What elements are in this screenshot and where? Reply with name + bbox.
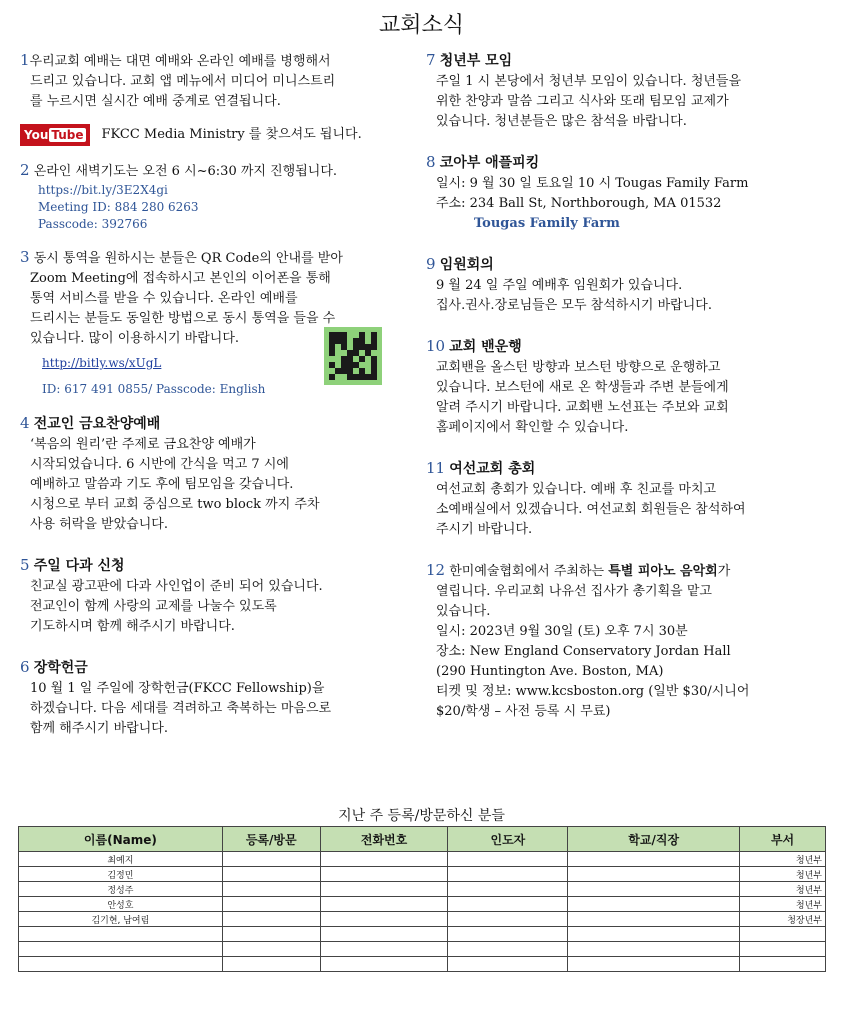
item-heading: 코아부 애플피킹 [439,155,540,171]
table-cell [448,897,568,912]
item-line: 교회밴을 올스턴 방향과 보스턴 방향으로 운행하고 [436,360,721,375]
news-item-4 [20,413,408,535]
table-cell [222,867,320,882]
table-cell [568,912,740,927]
news-item-8 [426,152,826,234]
table-row [19,867,826,882]
table-cell [448,852,568,867]
item-line: 장소: New England Conservatory Jordan Hall [436,644,731,659]
news-item-1 [20,50,408,146]
interpretation-link[interactable]: http://bitly.ws/xUgL [42,356,162,370]
item-number: 12 [426,561,446,579]
item-line: 위한 찬양과 말씀 그리고 식사와 또래 팀모임 교제가 [436,94,729,109]
table-cell: 정성주 [19,882,223,897]
table-cell [19,957,223,972]
table-cell: 김기현, 남여림 [19,912,223,927]
table-cell [222,927,320,942]
item-line: 를 누르시면 실시간 예배 중계로 연결됩니다. [30,94,281,109]
table-cell [19,927,223,942]
item-line: 예배하고 말씀과 기도 후에 팀모임을 갖습니다. [30,477,294,492]
item-line: 있습니다. 청년분들은 많은 참석을 바랍니다. [436,114,687,129]
youtube-row [20,124,408,146]
item-line: 9 월 24 일 주일 예배후 임원회가 있습니다. [436,278,683,293]
table-cell [568,942,740,957]
table-row [19,927,826,942]
news-item-5 [20,555,408,637]
table-row [19,882,826,897]
news-item-2 [20,160,408,233]
item-intro-end: 가 [717,564,731,579]
item-line: $20/학생 – 사전 등록 시 무료) [436,704,611,719]
item-line: 전교인이 함께 사랑의 교제를 나눌수 있도록 [30,599,277,614]
table-cell [320,867,448,882]
item-line: 10 월 1 일 주일에 장학헌금(FKCC Fellowship)을 [30,681,325,696]
table-cell [568,852,740,867]
news-item-7 [426,50,826,132]
table-cell [448,867,568,882]
left-column [20,50,408,753]
item-line: 있습니다. [436,604,491,619]
news-item-3 [20,247,408,399]
table-row [19,852,826,867]
item-line: 일시: 9 월 30 일 토요일 10 시 Tougas Family Farm [436,176,749,191]
item-line: 집사.권사.장로님들은 모두 참석하시기 바랍니다. [436,298,712,313]
table-cell [320,927,448,942]
item-number: 8 [426,153,436,171]
table-cell: 청년부 [740,882,826,897]
item-heading: 주일 다과 신청 [33,558,125,574]
qr-code[interactable] [324,327,382,385]
table-cell [448,957,568,972]
header-department: 부서 [740,827,826,852]
item-number: 10 [426,337,446,355]
concert-title: 특별 피아노 음악회 [608,564,718,579]
item-line: 있습니다. 많이 이용하시기 바랍니다. [30,331,240,346]
table-cell [740,927,826,942]
item-heading: 청년부 모임 [439,53,513,69]
item-line: (290 Huntington Ave. Boston, MA) [436,664,664,679]
item-line: 우리교회 예배는 대면 예배와 온라인 예배를 병행해서 [29,54,331,69]
item-line: 시작되었습니다. 6 시반에 간식을 먹고 7 시에 [30,457,289,472]
table-cell [568,867,740,882]
table-cell [448,912,568,927]
table-cell [320,897,448,912]
table-cell [320,942,448,957]
header-name: 이름(Name) [19,827,223,852]
item-line: 소예배실에서 있겠습니다. 여선교회 회원들은 참석하여 [436,502,746,517]
meeting-passcode: Passcode: 392766 [38,217,148,231]
item-line: Zoom Meeting에 접속하시고 본인의 이어폰을 통해 [30,271,331,286]
header-school-work: 학교/직장 [568,827,740,852]
news-item-11 [426,458,826,540]
table-cell [19,942,223,957]
item-line: 하겠습니다. 다음 세대를 격려하고 축복하는 마음으로 [30,701,332,716]
table-cell [320,957,448,972]
news-item-9 [426,254,826,316]
table-cell [222,897,320,912]
item-number: 6 [20,658,30,676]
item-line: 홈페이지에서 확인할 수 있습니다. [436,420,629,435]
item-line: 친교실 광고판에 다과 사인업이 준비 되어 있습니다. [30,579,323,594]
table-cell [320,912,448,927]
table-cell: 청장년부 [740,912,826,927]
visitor-table-caption: 지난 주 등록/방문하신 분들 [338,808,505,824]
table-cell [320,882,448,897]
item-heading: 장학헌금 [33,660,88,676]
table-cell: 김정민 [19,867,223,882]
table-row [19,942,826,957]
item-number: 3 [20,248,30,266]
table-cell [222,882,320,897]
table-cell: 청년부 [740,852,826,867]
table-cell: 청년부 [740,867,826,882]
item-line: 동시 통역을 원하시는 분들은 QR Code의 안내를 받아 [33,251,343,266]
table-cell [740,957,826,972]
youtube-text: FKCC Media Ministry 를 찾으셔도 됩니다. [101,127,362,142]
meeting-link[interactable]: https://bit.ly/3E2X4gi [38,183,168,197]
table-row [19,897,826,912]
item-line: 여선교회 총회가 있습니다. 예배 후 친교를 마치고 [436,482,717,497]
item-heading: 전교인 금요찬양예배 [33,416,161,432]
item-line: 기도하시며 함께 해주시기 바랍니다. [30,619,235,634]
item-intro: 한미예술협회에서 주최하는 [449,564,605,579]
item-line: 드리시는 분들도 동일한 방법으로 동시 통역을 들을 수 [30,311,336,326]
item-heading: 임원회의 [439,257,494,273]
header-status: 등록/방문 [222,827,320,852]
item-line: 티켓 및 정보: www.kcsboston.org (일반 $30/시니어 [436,684,750,699]
table-row [19,912,826,927]
table-cell: 청년부 [740,897,826,912]
table-cell: 안성호 [19,897,223,912]
right-column [426,50,826,736]
table-row [19,957,826,972]
table-cell [568,882,740,897]
table-cell [222,852,320,867]
meeting-id: Meeting ID: 884 280 6263 [38,200,199,214]
youtube-logo[interactable]: You Tube [20,124,90,146]
item-line: 알려 주시기 바랍니다. 교회밴 노선표는 주보와 교회 [436,400,729,415]
item-line: 드리고 있습니다. 교회 앱 메뉴에서 미디어 미니스트리 [30,74,336,89]
visitor-table [18,826,826,972]
table-cell [740,942,826,957]
item-line: ‘복음의 원리’란 주제로 금요찬양 예배가 [30,437,256,452]
table-cell [222,957,320,972]
item-number: 5 [20,556,30,574]
item-number: 7 [426,51,436,69]
item-line: 주소: 234 Ball St, Northborough, MA 01532 [436,196,722,211]
item-line: 시청으로 부터 교회 중심으로 two block 까지 주차 [30,497,320,512]
item-line: 온라인 새벽기도는 오전 6 시~6:30 까지 진행됩니다. [33,164,338,179]
header-phone: 전화번호 [320,827,448,852]
table-cell [222,942,320,957]
item-line: 열립니다. 우리교회 나유선 집사가 총기획을 맡고 [436,584,712,599]
table-header-row [19,827,826,852]
item-heading: 여선교회 총회 [449,461,536,477]
item-line: 일시: 2023년 9월 30일 (토) 오후 7시 30분 [436,624,688,639]
zoom-id-passcode: ID: 617 491 0855/ Passcode: English [42,382,266,396]
item-number: 11 [426,459,446,477]
item-number: 2 [20,161,30,179]
news-item-6 [20,657,408,739]
item-line: 있습니다. 보스턴에 새로 온 학생들과 주변 분들에게 [436,380,729,395]
item-line: 통역 서비스를 받을 수 있습니다. 온라인 예배를 [30,291,298,306]
item-line: 함께 해주시기 바랍니다. [30,721,168,736]
table-cell [448,942,568,957]
news-item-12 [426,560,826,722]
table-cell [448,927,568,942]
table-cell: 최예지 [19,852,223,867]
item-heading: 교회 밴운행 [449,339,522,355]
item-line: 사용 허락을 받았습니다. [30,517,168,532]
item-line: 주일 1 시 본당에서 청년부 모임이 있습니다. 청년들을 [436,74,742,89]
table-cell [568,957,740,972]
table-cell [448,882,568,897]
news-item-10 [426,336,826,438]
item-number: 1 [20,51,30,69]
page-title: 교회소식 [378,13,464,38]
table-cell [568,897,740,912]
header-guide: 인도자 [448,827,568,852]
table-cell [320,852,448,867]
item-number: 9 [426,255,436,273]
farm-name: Tougas Family Farm [474,216,620,231]
table-cell [222,912,320,927]
table-cell [568,927,740,942]
item-line: 주시기 바랍니다. [436,522,533,537]
item-number: 4 [20,414,30,432]
